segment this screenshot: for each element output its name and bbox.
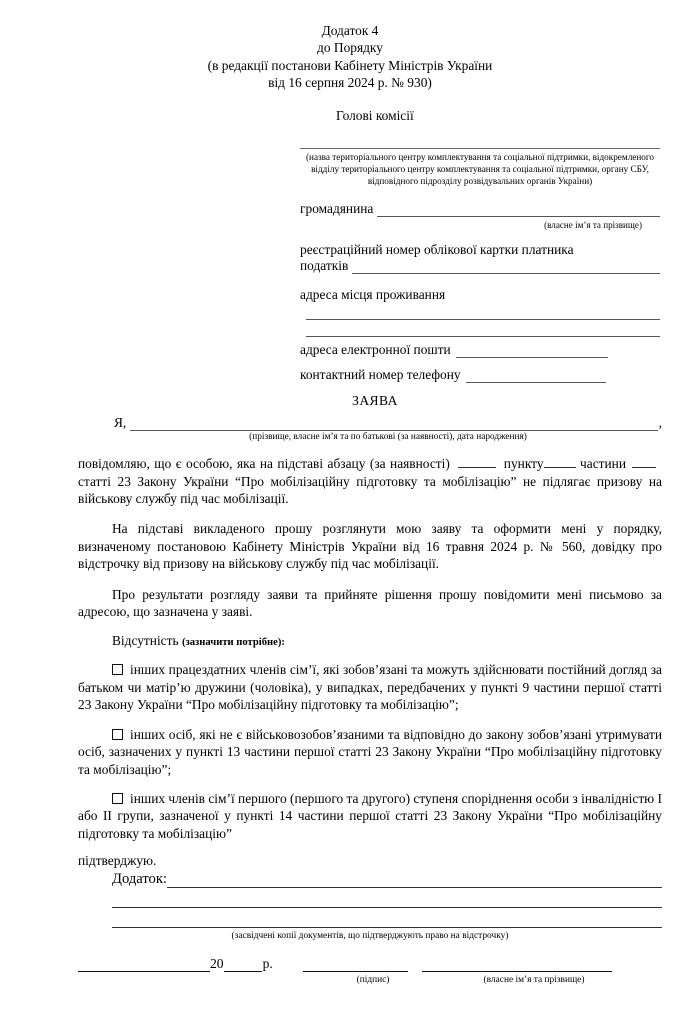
para1-part-c: частини	[580, 456, 626, 472]
header-appendix-number: Додаток 4	[321, 23, 379, 38]
attachment-row	[78, 871, 662, 888]
applicant-identity-comma: ,	[658, 415, 662, 431]
attachment-label: Додаток:	[112, 871, 167, 888]
applicant-i-label: Я,	[114, 415, 127, 431]
checkbox-item-3-label: інших членів сім’ї першого (першого та другого) ступеня споріднення особи з інвалідністю I або II групи, зазначеної у пункті 14 частини першої статті 23 Закону України “Про мобілізаційну підготовку та мобілізацію”	[78, 791, 662, 841]
signature-date-input-line[interactable]	[78, 959, 210, 972]
signature-year-suffix: р.	[262, 956, 273, 972]
attachment-input-line-3[interactable]	[112, 927, 662, 928]
organization-name-line[interactable]	[300, 148, 660, 149]
signature-caption-spacer	[78, 975, 314, 985]
attachment-input-line-2[interactable]	[112, 907, 662, 908]
email-input-line[interactable]	[456, 344, 608, 358]
applicant-identity-row	[78, 415, 662, 431]
signature-year-input-line[interactable]	[224, 959, 262, 972]
checkbox-icon[interactable]	[112, 729, 123, 740]
header-resolution-edition: (в редакції постанови Кабінету Міністрів України	[207, 57, 493, 73]
checkbox-icon[interactable]	[112, 793, 123, 804]
citizen-field-row	[300, 201, 660, 217]
header-resolution-date: від 16 серпня 2024 р. № 930)	[268, 75, 432, 91]
phone-field-row	[300, 367, 660, 383]
checkbox-item-3[interactable]	[78, 790, 662, 842]
checkbox-icon[interactable]	[112, 664, 123, 675]
application-title: ЗАЯВА	[352, 393, 398, 409]
addressee-title: Голові комісії	[336, 107, 414, 123]
paragraph-number-blank[interactable]	[458, 456, 496, 468]
signature-captions	[78, 975, 662, 985]
tax-number-field-row	[300, 258, 660, 274]
document-header	[0, 22, 700, 92]
paragraph-notification-request: Про результати розгляду заяви та прийняте рішення прошу повідомити мені письмово за адресою, що зазначена у заяві.	[78, 586, 662, 620]
part-number-blank[interactable]	[632, 456, 656, 468]
para1-part-d: статті 23 Закону України “Про мобілізаційну підготовку та мобілізацію” не підлягає призову на військову службу під час мобілізації.	[78, 473, 662, 506]
absence-label: Відсутність	[112, 633, 179, 649]
signer-name-caption: (власне ім’я та прізвище)	[483, 975, 585, 986]
checkbox-item-1-label: інших працездатних членів сім’ї, які зобов’язані та можуть здійснювати постійний догляд за батьком чи матір’ю дружини (чоловіка), у випадках, передбачених у пункті 9 частини першої статті 23 Закону України “Про мобілізаційну підготовку та мобілізацію”;	[78, 662, 662, 713]
checkbox-item-2-label: інших осіб, які не є військовозобов’язаними та відповідно до закону зобов’язані утримувати осіб, зазначених у пункті 13 частини першої статті 23 Закону України “Про мобілізаційну підготовку та мобілізацію”;	[78, 726, 662, 777]
header-to-procedure: до Порядку	[317, 40, 383, 56]
para1-part-a: повідомляю, що є особою, яка на підставі абзацу (за наявності)	[78, 456, 450, 472]
signature-row	[78, 956, 662, 972]
applicant-identity-caption: (прізвище, власне ім’я та по батькові (за наявності), дата народження)	[249, 432, 527, 443]
residence-address-input-line-1[interactable]	[306, 319, 660, 320]
checkbox-item-1[interactable]	[78, 661, 662, 713]
citizen-label: громадянина	[300, 201, 374, 217]
signature-caption: (підпис)	[356, 975, 390, 986]
addressee-block	[300, 108, 660, 383]
email-field-row	[300, 342, 660, 358]
tax-number-label-line1: реєстраційний номер облікової картки платника	[300, 242, 574, 258]
signature-year-prefix: 20	[210, 956, 224, 972]
para1-part-b: пункту	[503, 456, 544, 472]
tax-number-label-line2: податків	[300, 258, 349, 274]
phone-input-line[interactable]	[466, 369, 606, 383]
absence-hint: (зазначити потрібне):	[181, 637, 285, 649]
application-body	[0, 393, 700, 985]
email-label: адреса електронної пошти	[300, 342, 451, 358]
citizen-name-input-line[interactable]	[377, 203, 660, 217]
confirmation-text: підтверджую.	[78, 853, 157, 869]
residence-address-input-line-2[interactable]	[306, 336, 660, 337]
checkbox-item-2[interactable]	[78, 726, 662, 778]
attachment-caption: (засвідчені копії документів, що підтверджують право на відстрочку)	[231, 931, 509, 942]
attachment-input-line-1[interactable]	[167, 873, 662, 888]
phone-label: контактний номер телефону	[300, 367, 461, 383]
item-number-blank[interactable]	[544, 456, 576, 468]
absence-section-header	[78, 633, 662, 649]
applicant-identity-input-line[interactable]	[130, 417, 657, 431]
signature-input-line[interactable]	[303, 959, 408, 972]
organization-name-caption: (назва територіального центру комплектування та соціальної підтримки, відокремленого відділу територіального центру комплектування та соціальної підтримки, органу СБУ, відповідного підрозділу розвідувальних органів України)	[306, 151, 654, 186]
tax-number-input-line[interactable]	[352, 260, 660, 274]
citizen-name-caption: (власне ім’я та прізвище)	[544, 220, 642, 231]
residence-address-label: адреса місця проживання	[300, 287, 446, 303]
paragraph-legal-basis	[78, 455, 662, 507]
paragraph-request: На підставі викладеного прошу розглянути мою заяву та оформити мені у порядку, визначеному постановою Кабінету Міністрів України від 16 травня 2024 р. № 560, довідку про відстрочку від призову на військову службу під час мобілізації.	[78, 521, 662, 572]
signer-name-input-line[interactable]	[422, 959, 612, 972]
